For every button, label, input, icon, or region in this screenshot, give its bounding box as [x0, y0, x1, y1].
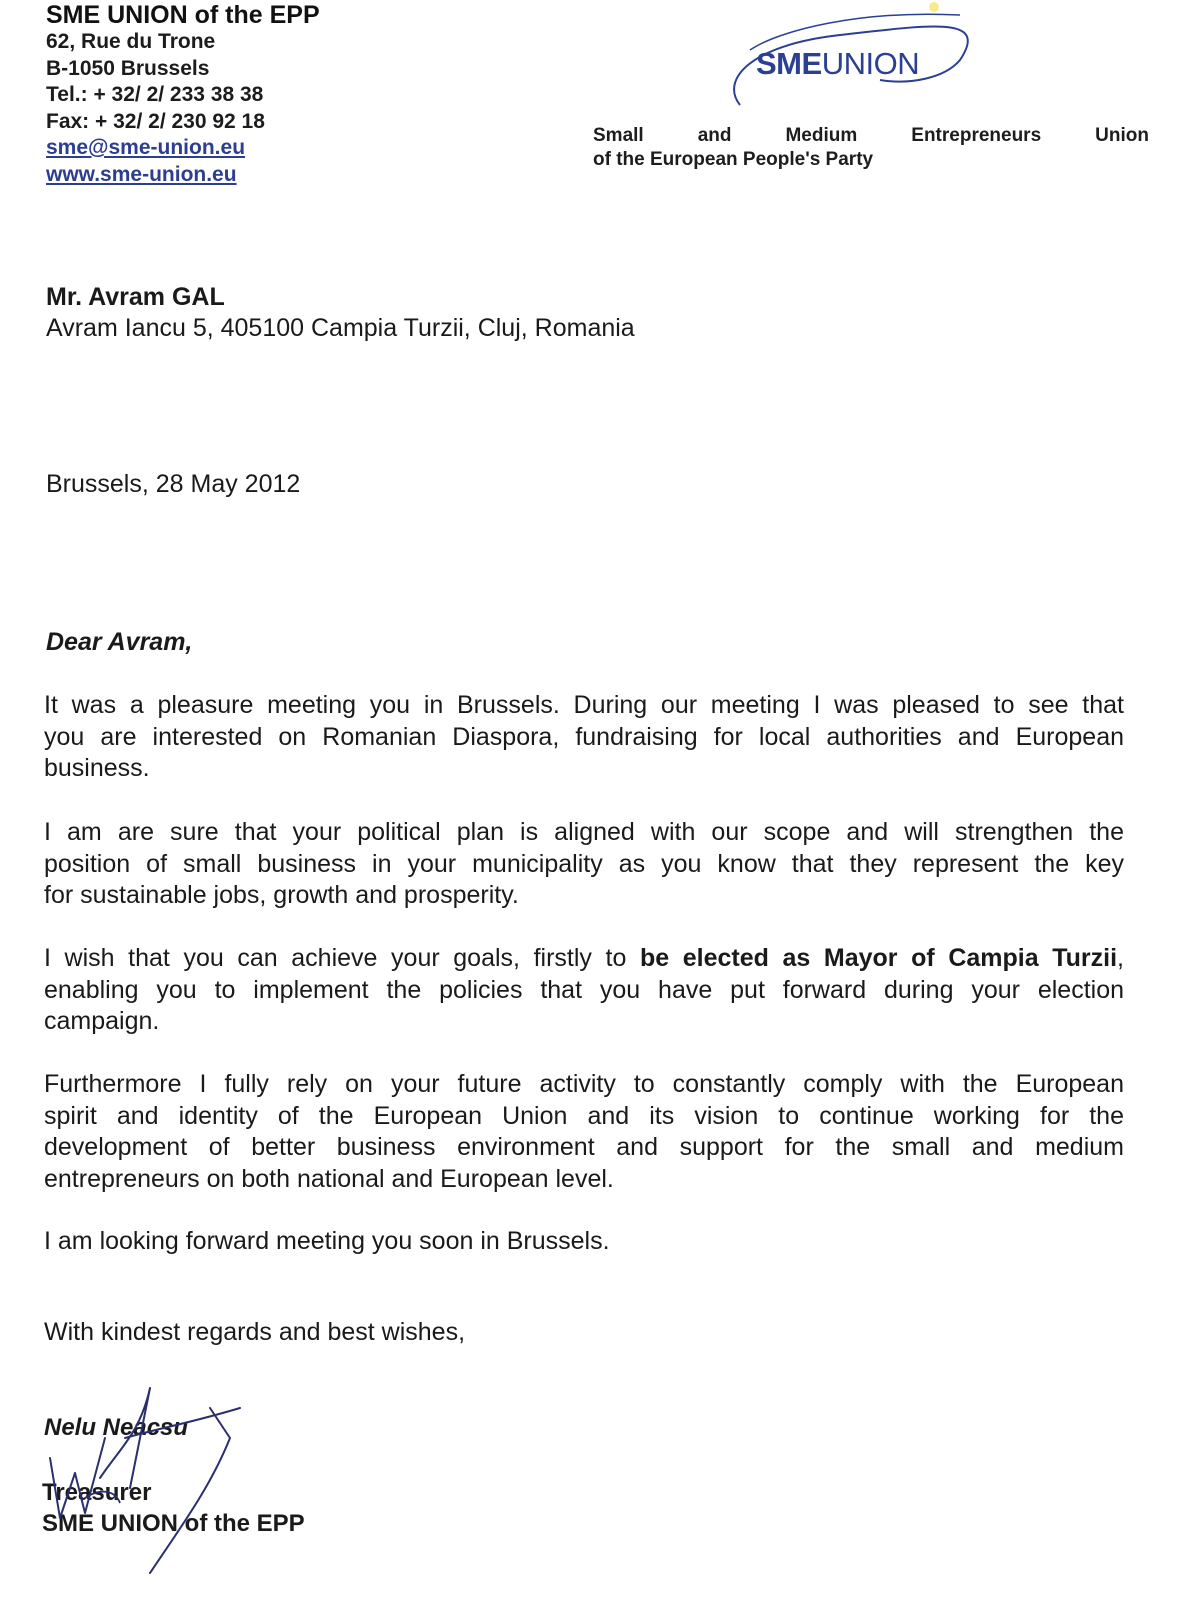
paragraph-1: [44, 690, 1124, 785]
paragraph-line: It was a pleasure meeting you in Brussels. During our meeting I was pleased to see that: [44, 691, 1124, 719]
logo-union: UNION: [821, 46, 920, 81]
paragraph-line: spirit and identity of the European Union and its vision to continue working for the: [44, 1101, 1124, 1130]
p3-bold: be elected as Mayor of Campia Turzii: [639, 944, 1118, 972]
paragraph-line: position of small business in your municipality as you know that they represent the key: [44, 849, 1124, 878]
recipient-name: Mr. Avram GAL: [46, 283, 225, 311]
paragraph-line: entrepreneurs on both national and European level.: [44, 1164, 614, 1193]
sender-city: B-1050 Brussels: [46, 56, 210, 80]
sender-block: [46, 2, 320, 188]
sender-tel: Tel.: + 32/ 2/ 233 38 38: [46, 83, 264, 106]
closing: With kindest regards and best wishes,: [44, 1318, 466, 1346]
recipient-address: Avram Iancu 5, 405100 Campia Turzii, Cluj, Romania: [46, 314, 635, 342]
p3-post: ,: [1117, 944, 1124, 972]
paragraph-line: you are interested on Romanian Diaspora, fundraising for local authorities and European: [44, 722, 1124, 751]
paragraph-line: development of better business environment and support for the small and medium: [44, 1133, 1124, 1161]
logo-wordmark: [756, 46, 919, 82]
letter-date: Brussels, 28 May 2012: [46, 470, 301, 498]
tagline-line-2: of the European People's Party: [593, 149, 874, 170]
paragraph-line: I am are sure that your political plan is aligned with our scope and will strengthen the: [44, 818, 1124, 846]
sender-org: SME UNION of the EPP: [46, 1, 320, 29]
salutation: Dear Avram,: [46, 628, 193, 656]
tagline-word: Union: [1095, 125, 1149, 146]
logo-tagline: [593, 124, 1149, 172]
tagline-word: and: [697, 125, 732, 146]
sender-email-link[interactable]: sme@sme-union.eu: [46, 136, 246, 159]
paragraph-3: [44, 943, 1124, 1038]
signatory-org: SME UNION of the EPP: [42, 1510, 305, 1537]
signatory-name: Nelu Neacsu: [44, 1414, 189, 1441]
sender-fax: Fax: + 32/ 2/ 230 92 18: [46, 109, 265, 133]
signatory-title: Treasurer: [42, 1479, 152, 1506]
paragraph-5: I am looking forward meeting you soon in Brussels.: [44, 1227, 610, 1255]
paragraph-line: for sustainable jobs, growth and prosperity.: [44, 881, 519, 909]
tagline-word: Small: [593, 125, 644, 146]
paragraph-line: Furthermore I fully rely on your future activity to constantly comply with the European: [44, 1070, 1124, 1098]
paragraph-2: [44, 817, 1124, 912]
tagline-line-1: [593, 124, 1149, 148]
recipient-block: [46, 282, 635, 344]
paragraph-4: [44, 1069, 1124, 1195]
p3-pre: I wish that you can achieve your goals, firstly to: [44, 944, 640, 972]
tagline-word: Medium: [785, 125, 858, 146]
paragraph-line: campaign.: [44, 1007, 160, 1035]
tagline-word: Entrepreneurs: [911, 125, 1042, 146]
handwritten-signature: [30, 1378, 270, 1578]
paragraph-line: [44, 943, 1124, 975]
logo-sme: SME: [756, 46, 822, 81]
paragraph-line: enabling you to implement the policies that you have put forward during your election: [44, 975, 1124, 1004]
paragraph-line: business.: [44, 754, 150, 782]
sender-website-link[interactable]: www.sme-union.eu: [46, 162, 237, 186]
sender-street: 62, Rue du Trone: [46, 30, 216, 53]
